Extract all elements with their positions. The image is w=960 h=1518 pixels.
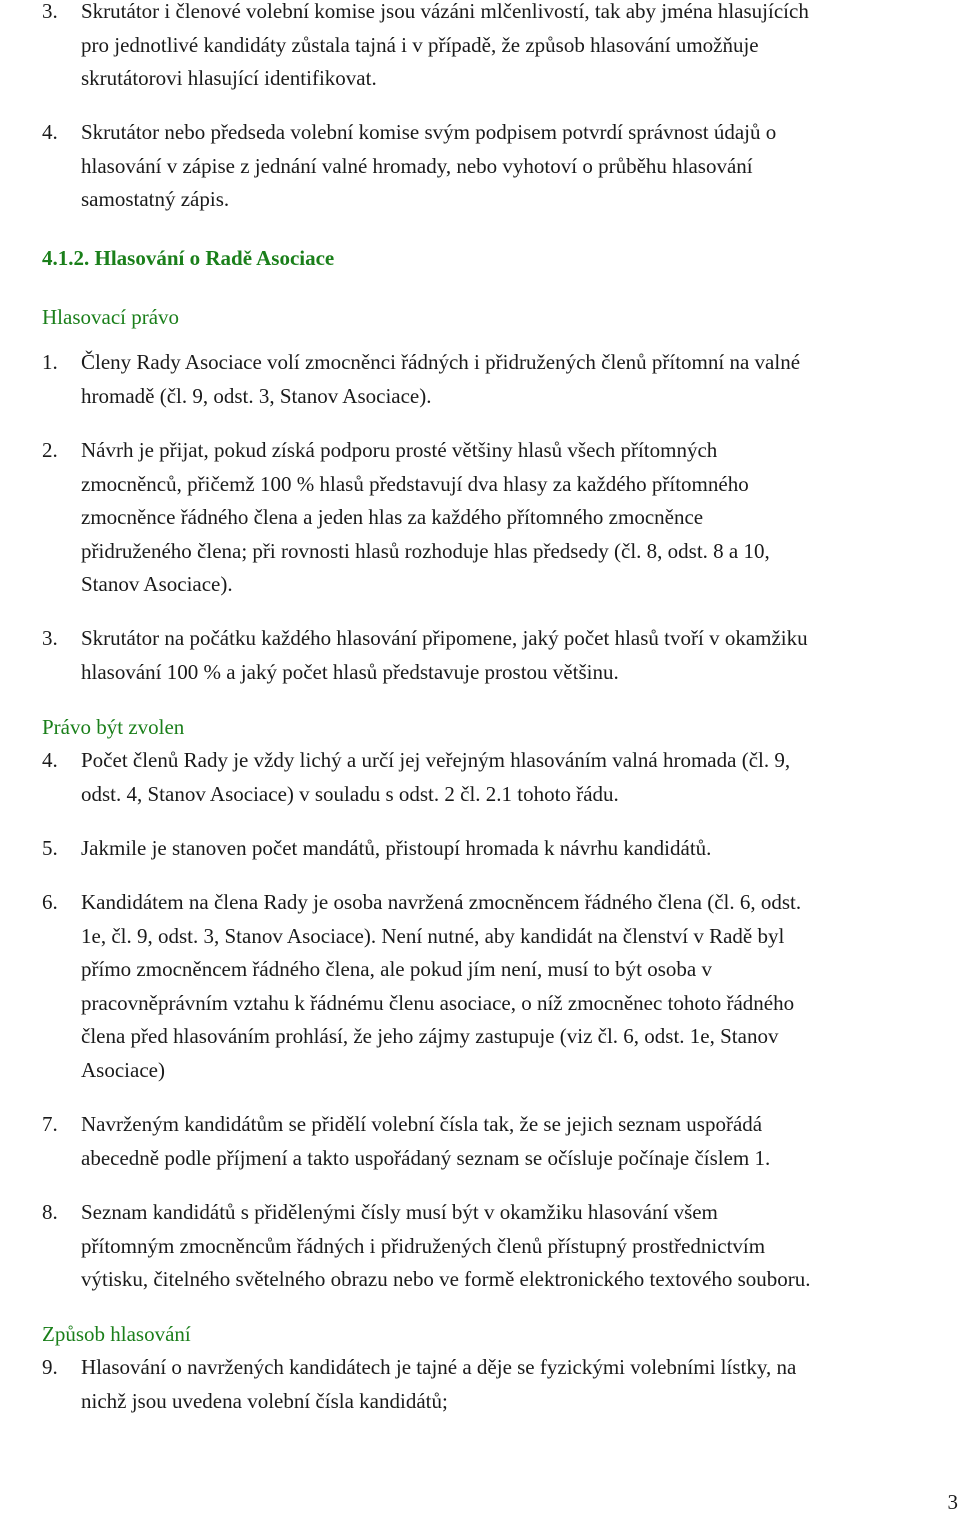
item-number: 7. (42, 1112, 58, 1136)
item-number: 1. (42, 350, 58, 374)
item-number: 4. (42, 120, 58, 144)
subheading-zpusob-hlasovani: Způsob hlasování (42, 1322, 191, 1346)
numbered-item-7 (42, 1108, 960, 1175)
item-text: Skrutátor na počátku každého hlasování připomene, jaký počet hlasů tvoří v okamžiku hlasování 100 % a jaký počet hlasů představuje prostou většinu. (81, 626, 808, 684)
subheading-pravo-byt-zvolen: Právo být zvolen (42, 715, 185, 739)
item-number: 5. (42, 836, 58, 860)
item-number: 2. (42, 438, 58, 462)
item-number: 6. (42, 890, 58, 914)
item-number: 9. (42, 1355, 58, 1379)
numbered-item-4-signature (42, 116, 960, 217)
page-number: 3 (947, 1490, 958, 1514)
numbered-item-2 (42, 434, 960, 602)
item-number: 3. (42, 626, 58, 650)
item-text: Členy Rady Asociace volí zmocněnci řádných i přidružených členů přítomní na valné hromadě (čl. 9, odst. 3, Stanov Asociace). (81, 350, 801, 408)
item-number: 8. (42, 1200, 58, 1224)
section-heading: 4.1.2. Hlasování o Radě Asociace (42, 246, 335, 270)
numbered-item-6 (42, 886, 960, 1087)
item-text: Návrh je přijat, pokud získá podporu prosté většiny hlasů všech přítomných zmocněnců, přičemž 100 % hlasů představují dva hlasy za každého přítomného zmocněnce řádného člena a jeden hlas za každého přítomného zmocněnce přidruženého člena; při rovnosti hlasů rozhoduje hlas předsedy (čl. 8, odst. 8 a 10, Stanov Asociace). (81, 438, 770, 596)
item-number: 3. (42, 0, 58, 23)
item-text: Skrutátor nebo předseda volební komise svým podpisem potvrdí správnost údajů o hlasování v zápise z jednání valné hromady, nebo vyhotoví o průběhu hlasování samostatný zápis. (81, 120, 777, 211)
item-number: 4. (42, 748, 58, 772)
numbered-item-8 (42, 1196, 960, 1297)
numbered-item-3-confidentiality (42, 0, 960, 96)
numbered-item-4 (42, 744, 960, 811)
item-text: Skrutátor i členové volební komise jsou vázáni mlčenlivostí, tak aby jména hlasujících pro jednotlivé kandidáty zůstala tajná i v případě, že způsob hlasování umožňuje skrutátorovi hlasující identifikovat. (81, 0, 809, 90)
item-text: Počet členů Rady je vždy lichý a určí jej veřejným hlasováním valná hromada (čl. 9, odst. 4, Stanov Asociace) v souladu s odst. 2 čl. 2.1 tohoto řádu. (81, 748, 791, 806)
item-text: Navrženým kandidátům se přidělí volební čísla tak, že se jejich seznam uspořádá abecedně podle příjmení a takto uspořádaný seznam se očísluje počínaje číslem 1. (81, 1112, 771, 1170)
item-text: Hlasování o navržených kandidátech je tajné a děje se fyzickými volebními lístky, na nichž jsou uvedena volební čísla kandidátů; (81, 1355, 797, 1413)
numbered-item-5 (42, 832, 960, 866)
numbered-item-9 (42, 1351, 960, 1418)
numbered-item-1 (42, 346, 960, 413)
item-text: Jakmile je stanoven počet mandátů, přistoupí hromada k návrhu kandidátů. (81, 836, 712, 860)
item-text: Seznam kandidátů s přidělenými čísly musí být v okamžiku hlasování všem přítomným zmocněncům řádných i přidružených členů přístupný prostřednictvím výtisku, čitelného světelného obrazu nebo ve formě elektronického textového souboru. (81, 1200, 811, 1291)
subheading-hlasovaci-pravo: Hlasovací právo (42, 305, 180, 329)
numbered-item-3 (42, 622, 960, 689)
item-text: Kandidátem na člena Rady je osoba navržená zmocněncem řádného člena (čl. 6, odst. 1e, čl. 9, odst. 3, Stanov Asociace). Není nutné, aby kandidát na členství v Radě byl přímo zmocněncem řádného člena, ale pokud jím není, musí to být osoba v pracovněprávním vztahu k řádnému členu asociace, o níž zmocněnec tohoto řádného člena před hlasováním prohlásí, že jeho zájmy zastupuje (viz čl. 6, odst. 1e, Stanov Asociace) (81, 890, 802, 1082)
